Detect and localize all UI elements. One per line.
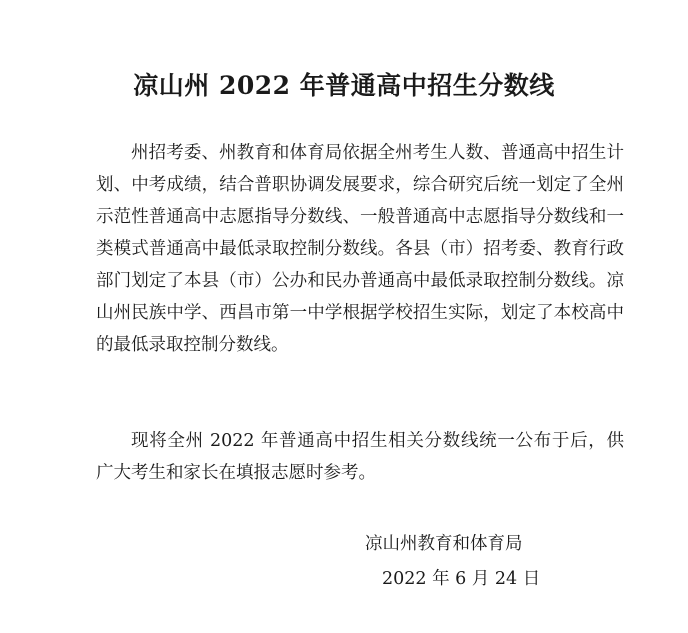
body-paragraph-1: 州招考委、州教育和体育局依据全州考生人数、普通高中招生计划、中考成绩，结合普职协调发展要求，综合研究后统一划定了全州示范性普通高中志愿指导分数线、一般普通高中志愿指导分数线和一类模式普通高中最低录取控制分数线。各县（市）招考委、教育行政部门划定了本县（市）公办和民办普通高中最低录取控制分数线。凉山州民族中学、西昌市第一中学根据学校招生实际，划定了本校高中的最低录取控制分数线。 [96,143,624,355]
signature-date: 2022 年 6 月 24 日 [382,569,541,589]
signature-organization: 凉山州教育和体育局 [365,534,523,554]
body-paragraph-2: 现将全州 2022 年普通高中招生相关分数线统一公布于后，供广大考生和家长在填报志愿时参考。 [96,431,624,483]
document-title: 凉山州 2022 年普通高中招生分数线 [133,71,555,100]
